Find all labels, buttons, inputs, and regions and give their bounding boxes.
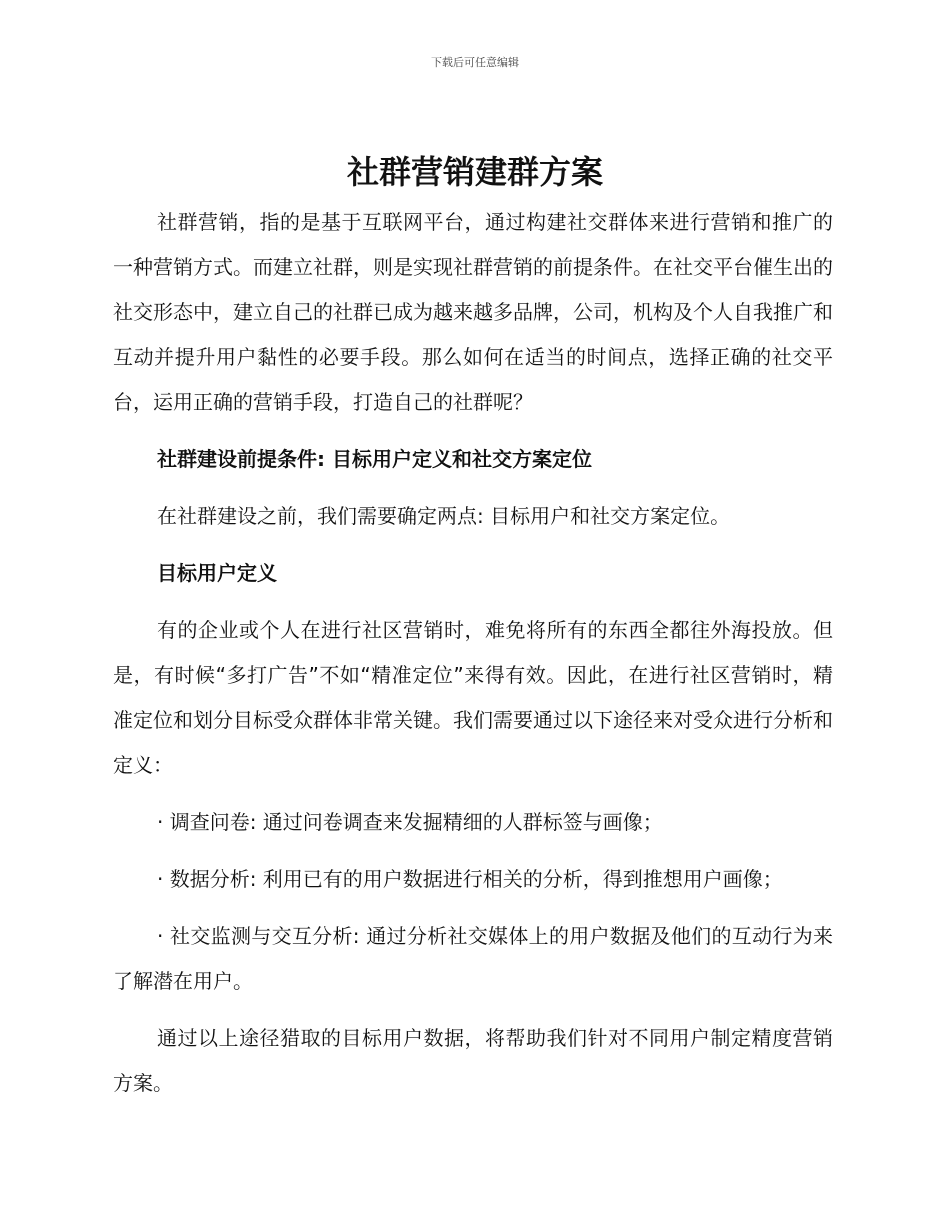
page-title: 社群营销建群方案	[346, 153, 603, 191]
list-item-data-analysis: · 数据分析: 利用已有的用户数据进行相关的分析，得到推想用户画像；	[157, 867, 783, 891]
section-heading-prerequisites: 社群建设前提条件: 目标用户定义和社交方案定位	[157, 447, 592, 471]
document-body	[113, 200, 833, 1106]
prerequisites-paragraph: 在社群建设之前，我们需要确定两点: 目标用户和社交方案定位。	[157, 504, 731, 528]
list-item-survey: · 调查问卷: 通过问卷调查来发掘精细的人群标签与画像；	[157, 810, 663, 834]
target-users-paragraph: 有的企业或个人在进行社区营销时，难免将所有的东西全都往外海投放。但是，有时候“多打广告”不如“精准定位”来得有效。因此，在进行社区营销时，精准定位和划分目标受众群体非常关键。我们需要通过以下途径来对受众进行分析和定义：	[113, 618, 833, 777]
list-item-social-monitoring: · 社交监测与交互分析: 通过分析社交媒体上的用户数据及他们的互动行为来了解潜在用户。	[113, 924, 833, 993]
closing-paragraph: 通过以上途径猎取的目标用户数据，将帮助我们针对不同用户制定精度营销方案。	[113, 1026, 833, 1095]
intro-paragraph: 社群营销，指的是基于互联网平台，通过构建社交群体来进行营销和推广的一种营销方式。而建立社群，则是实现社群营销的前提条件。在社交平台催生出的社交形态中，建立自己的社群已成为越来越多品牌，公司，机构及个人自我推广和互动并提升用户黏性的必要手段。那么如何在适当的时间点，选择正确的社交平台，运用正确的营销手段，打造自己的社群呢？	[113, 210, 833, 414]
section-heading-target-users: 目标用户定义	[157, 561, 277, 585]
header-note: 下载后可任意编辑	[431, 56, 519, 69]
